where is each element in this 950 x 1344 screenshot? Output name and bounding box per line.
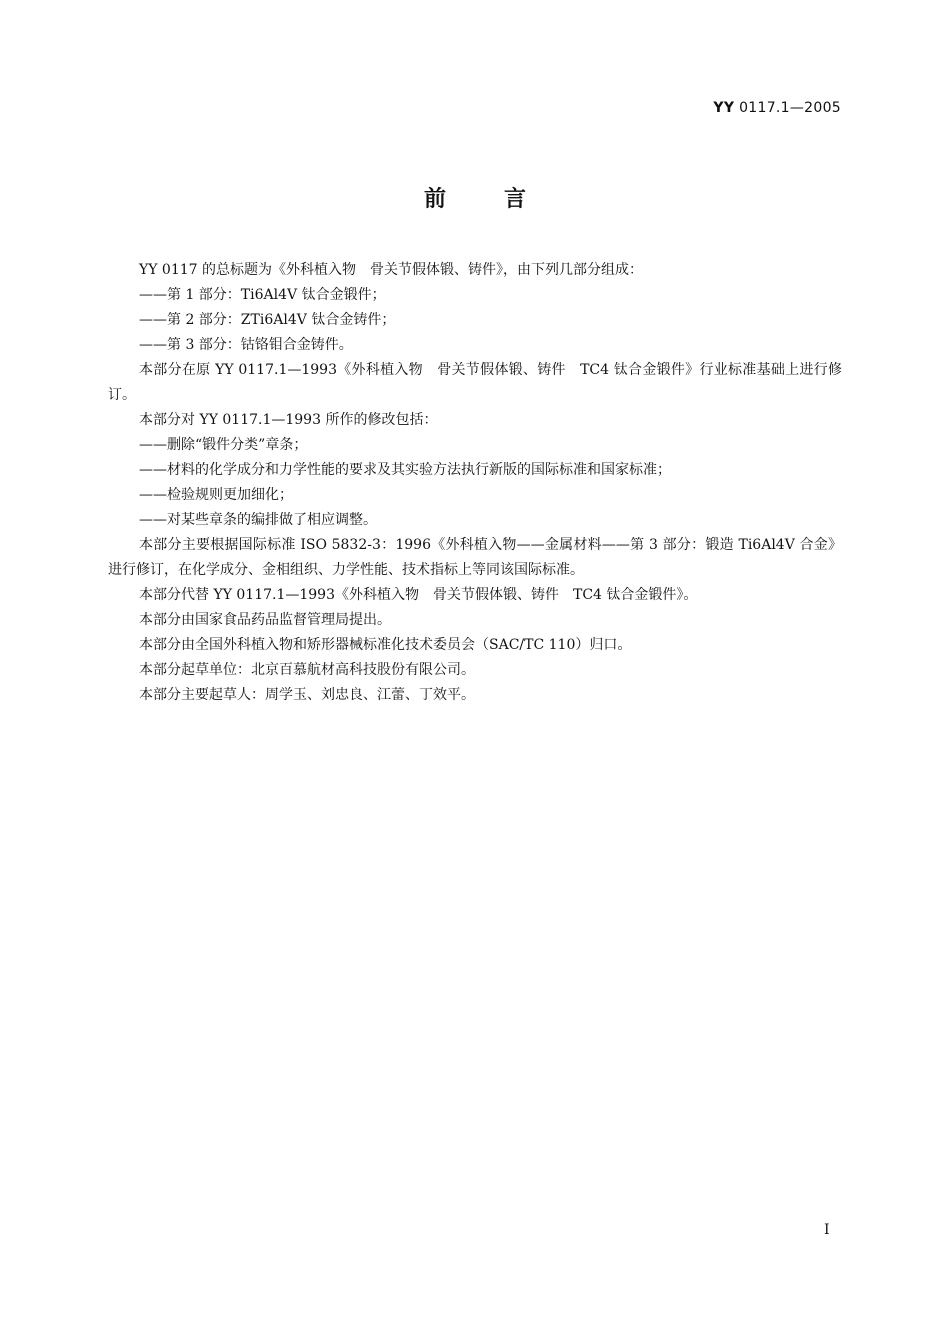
paragraph: 本部分在原 YY 0117.1—1993《外科植入物 骨关节假体锻、铸件 TC4 钛合金锻件》行业标准基础上进行修订。: [108, 362, 842, 403]
standard-prefix: YY: [713, 100, 735, 116]
paragraph: 本部分代替 YY 0117.1—1993《外科植入物 骨关节假体锻、铸件 TC4 钛合金锻件》。: [139, 587, 698, 603]
list-item: ——第 2 部分：ZTi6Al4V 钛合金铸件；: [139, 312, 396, 328]
list-item: ——对某些章条的编排做了相应调整。: [139, 512, 377, 528]
paragraph: 本部分主要根据国际标准 ISO 5832-3：1996《外科植入物——金属材料——第 3 部分：锻造 Ti6Al4V 合金》进行修订，在化学成分、金相组织、力学性能、技术指标上等同该国际标准。: [108, 537, 842, 578]
paragraph: 本部分由国家食品药品监督管理局提出。: [139, 612, 391, 628]
paragraph: 本部分对 YY 0117.1—1993 所作的修改包括：: [139, 412, 438, 428]
paragraph: 本部分起草单位：北京百慕航材高科技股份有限公司。: [139, 662, 475, 678]
list-item: ——材料的化学成分和力学性能的要求及其实验方法执行新版的国际标准和国家标准；: [139, 462, 671, 478]
list-item: ——第 3 部分：钴铬钼合金铸件。: [139, 337, 353, 353]
paragraph: 本部分主要起草人：周学玉、刘忠良、江蕾、丁效平。: [139, 687, 475, 703]
list-item: ——检验规则更加细化；: [139, 487, 293, 503]
standard-number: [713, 100, 841, 116]
page-number: I: [824, 1222, 830, 1238]
paragraph: 本部分由全国外科植入物和矫形器械标准化技术委员会（SAC/TC 110）归口。: [139, 637, 632, 653]
standard-code: 0117.1—2005: [739, 100, 841, 116]
list-item: ——第 1 部分：Ti6Al4V 钛合金锻件；: [139, 287, 386, 303]
paragraph: YY 0117 的总标题为《外科植入物 骨关节假体锻、铸件》，由下列几部分组成：: [139, 262, 644, 278]
foreword-body: [108, 258, 842, 708]
list-item: ——删除“锻件分类”章条；: [139, 437, 308, 453]
page-title: 前言: [423, 187, 584, 212]
